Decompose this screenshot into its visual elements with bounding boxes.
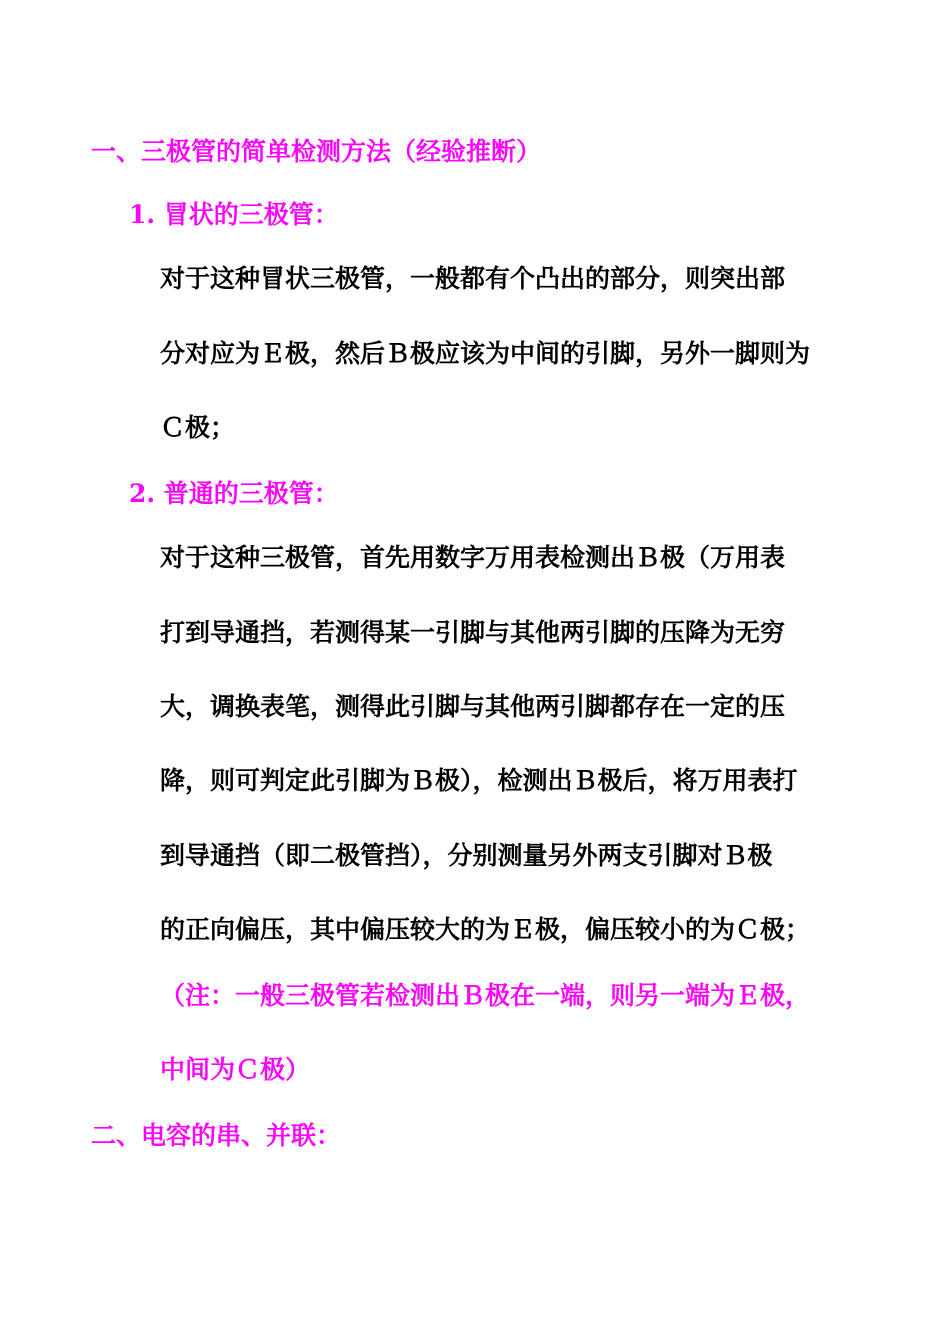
paragraph-line: 的正向偏压，其中偏压较大的为Ｅ极，偏压较小的为Ｃ极；	[160, 915, 811, 944]
note-line: （注：一般三极管若检测出Ｂ极在一端，则另一端为Ｅ极，	[160, 981, 811, 1010]
paragraph-line: 大，调换表笔，测得此引脚与其他两引脚都存在一定的压	[160, 692, 786, 721]
paragraph-line: 到导通挡（即二极管挡），分别测量另外两支引脚对Ｂ极	[160, 841, 773, 870]
subheading-normal-transistor: 2. 普通的三极管：	[129, 479, 339, 508]
section-heading-transistor-test: 一、三极管的简单检测方法（经验推断）	[91, 137, 542, 166]
section-heading-capacitor: 二、电容的串、并联：	[91, 1121, 342, 1150]
paragraph-line: Ｃ极；	[160, 413, 236, 442]
subheading-cap-transistor: 1. 冒状的三极管：	[129, 200, 339, 229]
paragraph-line: 打到导通挡，若测得某一引脚与其他两引脚的压降为无穷	[160, 618, 786, 647]
paragraph-line: 降，则可判定此引脚为Ｂ极），检测出Ｂ极后，将万用表打	[160, 766, 798, 795]
note-line: 中间为Ｃ极）	[160, 1055, 311, 1084]
paragraph-line: 对于这种冒状三极管，一般都有个凸出的部分，则突出部	[160, 264, 786, 293]
paragraph-line: 对于这种三极管，首先用数字万用表检测出Ｂ极（万用表	[160, 543, 786, 572]
paragraph-line: 分对应为Ｅ极，然后Ｂ极应该为中间的引脚，另外一脚则为	[160, 339, 811, 368]
